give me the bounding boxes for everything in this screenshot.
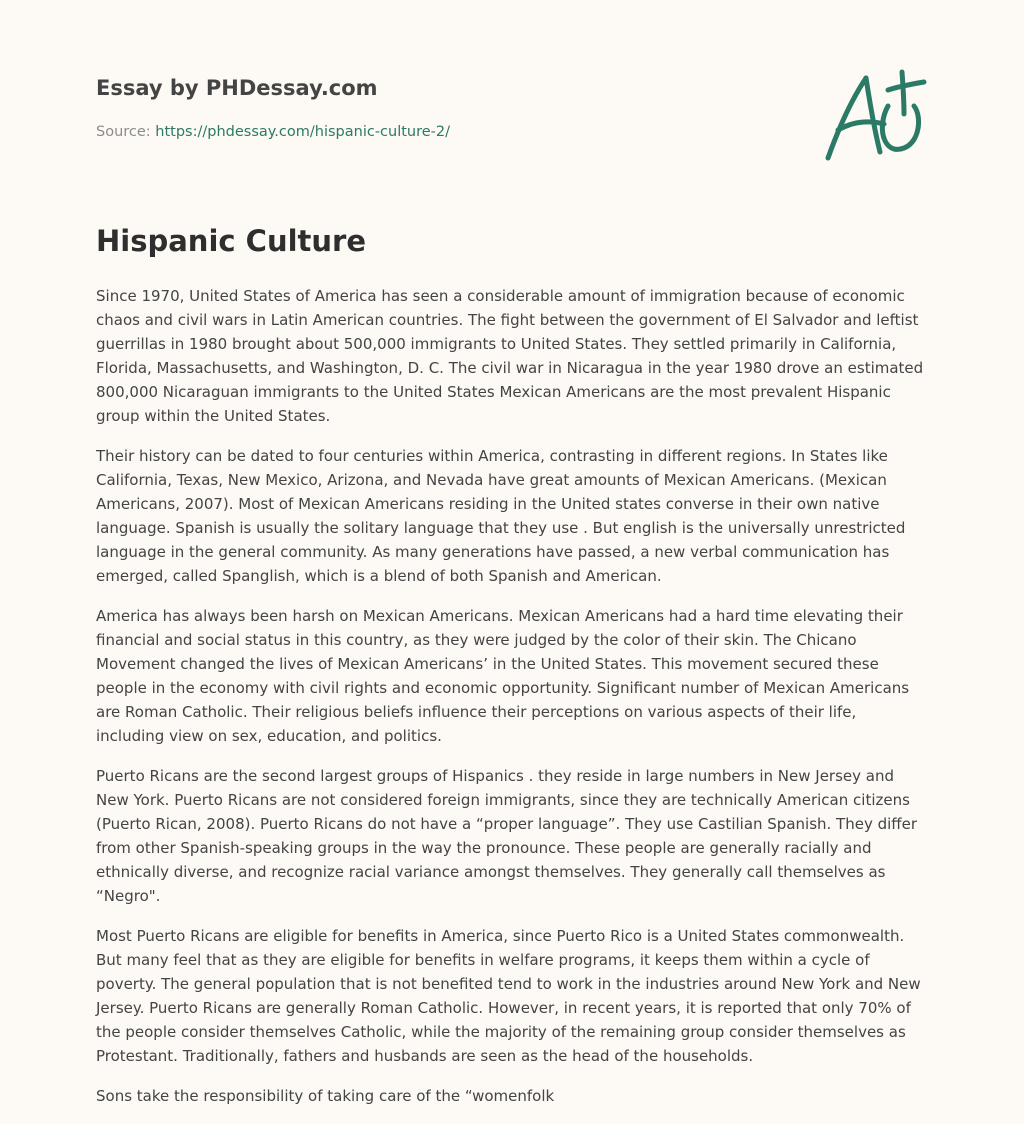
source-line [96,124,450,140]
a-plus-grade-icon [824,66,928,166]
essay-paragraph: Their history can be dated to four centuries within America, contrasting in different regions. In States like California, Texas, New Mexico, Arizona, and Nevada have great amounts of Mexican Americans. (Mexican Americans, 2007). Most of Mexican Americans residing in the United states converse in their own native language. Spanish is usually the solitary language that they use . But english is the universally unrestricted language in the general community. As many generations have passed, a new verbal communication has emerged, called Spanglish, which is a blend of both Spanish and American. [96,447,906,585]
essay-paragraph: Most Puerto Ricans are eligible for benefits in America, since Puerto Rico is a United States commonwealth. But many feel that as they are eligible for benefits in welfare programs, it keeps them within a cycle of poverty. The general population that is not benefited tend to work in the industries around New York and New Jersey. Puerto Ricans are generally Roman Catholic. However, in recent years, it is reported that only 70% of the people consider themselves Catholic, while the majority of the remaining group consider themselves as Protestant. Traditionally, fathers and husbands are seen as the head of the households. [96,927,921,1065]
essay-paragraph: Since 1970, United States of America has seen a considerable amount of immigration because of economic chaos and civil wars in Latin American countries. The fight between the government of El Salvador and leftist guerrillas in 1980 brought about 500,000 immigrants to United States. They settled primarily in California, Florida, Massachusetts, and Washington, D. C. The civil war in Nicaragua in the year 1980 drove an estimated 800,000 Nicaraguan immigrants to the United States Mexican Americans are the most prevalent Hispanic group within the United States. [96,287,924,425]
essay-paragraph: America has always been harsh on Mexican Americans. Mexican Americans had a hard time elevating their financial and social status in this country, as they were judged by the color of their skin. The Chicano Movement changed the lives of Mexican Americans’ in the United States. This movement secured these people in the economy with civil rights and economic opportunity. Significant number of Mexican Americans are Roman Catholic. Their religious beliefs influence their perceptions on various aspects of their life, including view on sex, education, and politics. [96,607,910,745]
essay-paragraph: Puerto Ricans are the second largest groups of Hispanics . they reside in large numbers in New Jersey and New York. Puerto Ricans are not considered foreign immigrants, since they are technically American citizens (Puerto Rican, 2008). Puerto Ricans do not have a “proper language”. They use Castilian Spanish. They differ from other Spanish-speaking groups in the way the pronounce. These people are generally racially and ethnically diverse, and recognize racial variance amongst themselves. They generally call themselves as “Negro". [96,767,918,905]
essay-title: Hispanic Culture [96,224,367,258]
essay-paragraph: Sons take the responsibility of taking care of the “womenfolk [96,1087,555,1105]
essay-body [96,284,926,1124]
source-label: Source: [96,124,151,140]
source-link[interactable]: https://phdessay.com/hispanic-culture-2/ [155,124,451,140]
site-title: Essay by PHDessay.com [96,76,378,100]
